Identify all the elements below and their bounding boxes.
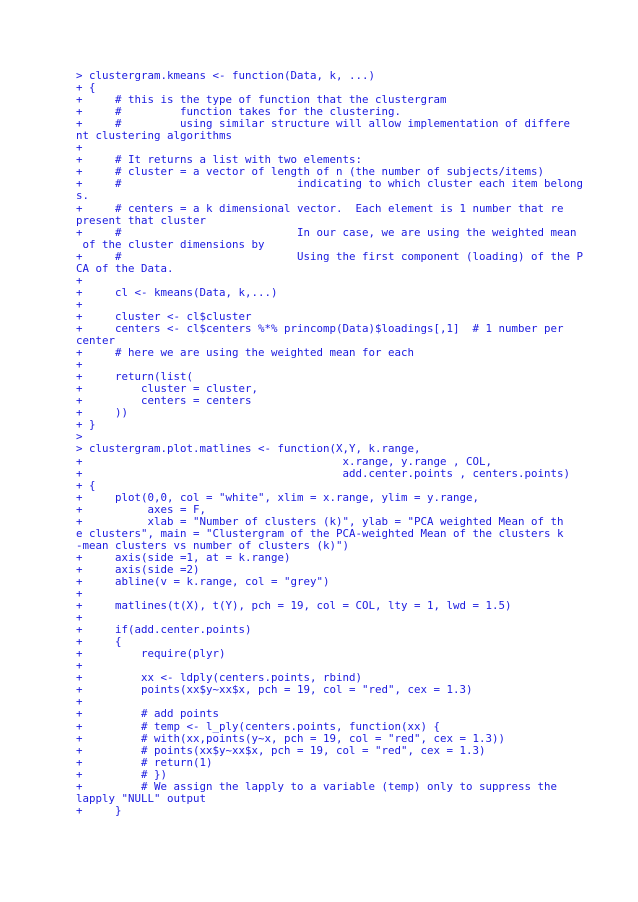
code-line: + # In our case, we are using the weighted mean bbox=[76, 225, 577, 239]
code-line: + # using similar structure will allow implementation of differe bbox=[76, 117, 571, 131]
code-line: lapply "NULL" output bbox=[76, 791, 207, 805]
code-line: + # centers = a k dimensional vector. Each element is 1 number that re bbox=[76, 201, 564, 215]
code-line: + )) bbox=[76, 406, 129, 420]
code-line: + centers <- cl$centers %*% princomp(Data)$loadings[,1] # 1 number per bbox=[76, 321, 564, 335]
code-line: + # points(xx$y~xx$x, pch = 19, col = "red", cex = 1.3) bbox=[76, 743, 486, 757]
code-line: e clusters", main = "Clustergram of the PCA-weighted Mean of the clusters k bbox=[76, 526, 564, 540]
code-line: + xlab = "Number of clusters (k)", ylab = "PCA weighted Mean of th bbox=[76, 514, 564, 528]
code-line: + bbox=[76, 297, 83, 311]
code-line: > clustergram.kmeans <- function(Data, k, ...) bbox=[76, 69, 376, 82]
code-line: -mean clusters vs number of clusters (k)") bbox=[76, 538, 350, 552]
code-line: + abline(v = k.range, col = "grey") bbox=[76, 574, 330, 588]
code-line: + # We assign the lapply to a variable (temp) only to suppress the bbox=[76, 779, 558, 793]
code-line: + axes = F, bbox=[76, 502, 207, 516]
code-line: + require(plyr) bbox=[76, 647, 226, 661]
code-line: + # It returns a list with two elements: bbox=[76, 153, 363, 167]
code-line: + if(add.center.points) bbox=[76, 623, 252, 637]
code-line: + cluster = cluster, bbox=[76, 382, 259, 396]
code-line: + add.center.points , centers.points) bbox=[76, 466, 571, 480]
code-line: + bbox=[76, 358, 83, 372]
code-line: s. bbox=[76, 189, 90, 203]
code-line: nt clustering algorithms bbox=[76, 129, 233, 143]
code-line: + # add points bbox=[76, 707, 220, 721]
code-line: + # indicating to which cluster each item belong bbox=[76, 177, 584, 191]
code-line: + # return(1) bbox=[76, 755, 213, 769]
code-line: + axis(side =1, at = k.range) bbox=[76, 550, 291, 564]
code-line: + { bbox=[76, 635, 122, 649]
code-line: + } bbox=[76, 803, 122, 817]
code-line: + { bbox=[76, 81, 96, 95]
code-line: + x.range, y.range , COL, bbox=[76, 454, 493, 468]
code-line: + bbox=[76, 587, 83, 601]
code-line: + # function takes for the clustering. bbox=[76, 105, 402, 119]
code-line: + bbox=[76, 695, 83, 709]
code-line: + bbox=[76, 273, 83, 287]
code-line: + points(xx$y~xx$x, pch = 19, col = "red", cex = 1.3) bbox=[76, 683, 473, 697]
code-line: + xx <- ldply(centers.points, rbind) bbox=[76, 671, 363, 685]
code-line: + # Using the first component (loading) of the P bbox=[76, 249, 584, 263]
code-line: + { bbox=[76, 478, 96, 492]
code-line: + # }) bbox=[76, 767, 168, 781]
code-line: center bbox=[76, 334, 116, 348]
code-line: + return(list( bbox=[76, 370, 194, 384]
code-line: + # cluster = a vector of length of n (the number of subjects/items) bbox=[76, 165, 545, 179]
code-line: + # with(xx,points(y~x, pch = 19, col = "red", cex = 1.3)) bbox=[76, 731, 506, 745]
code-line: + bbox=[76, 611, 83, 625]
code-line: + centers = centers bbox=[76, 394, 252, 408]
code-line: present that cluster bbox=[76, 213, 207, 227]
code-line: + matlines(t(X), t(Y), pch = 19, col = COL, lty = 1, lwd = 1.5) bbox=[76, 599, 512, 613]
code-line: + bbox=[76, 659, 83, 673]
code-listing bbox=[76, 69, 584, 817]
code-line: > bbox=[76, 430, 83, 444]
code-line: > clustergram.plot.matlines <- function(X,Y, k.range, bbox=[76, 442, 421, 456]
code-line: + cluster <- cl$cluster bbox=[76, 309, 252, 323]
code-line: + cl <- kmeans(Data, k,...) bbox=[76, 285, 278, 299]
code-line: + plot(0,0, col = "white", xlim = x.range, ylim = y.range, bbox=[76, 490, 480, 504]
code-line: + # this is the type of function that the clustergram bbox=[76, 93, 447, 107]
code-line: + # temp <- l_ply(centers.points, function(xx) { bbox=[76, 719, 441, 733]
code-line: of the cluster dimensions by bbox=[76, 237, 265, 251]
code-line: + # here we are using the weighted mean for each bbox=[76, 346, 415, 360]
code-line: + bbox=[76, 141, 83, 155]
code-line: + axis(side =2) bbox=[76, 562, 200, 576]
code-line: + } bbox=[76, 418, 96, 432]
code-line: CA of the Data. bbox=[76, 261, 174, 275]
